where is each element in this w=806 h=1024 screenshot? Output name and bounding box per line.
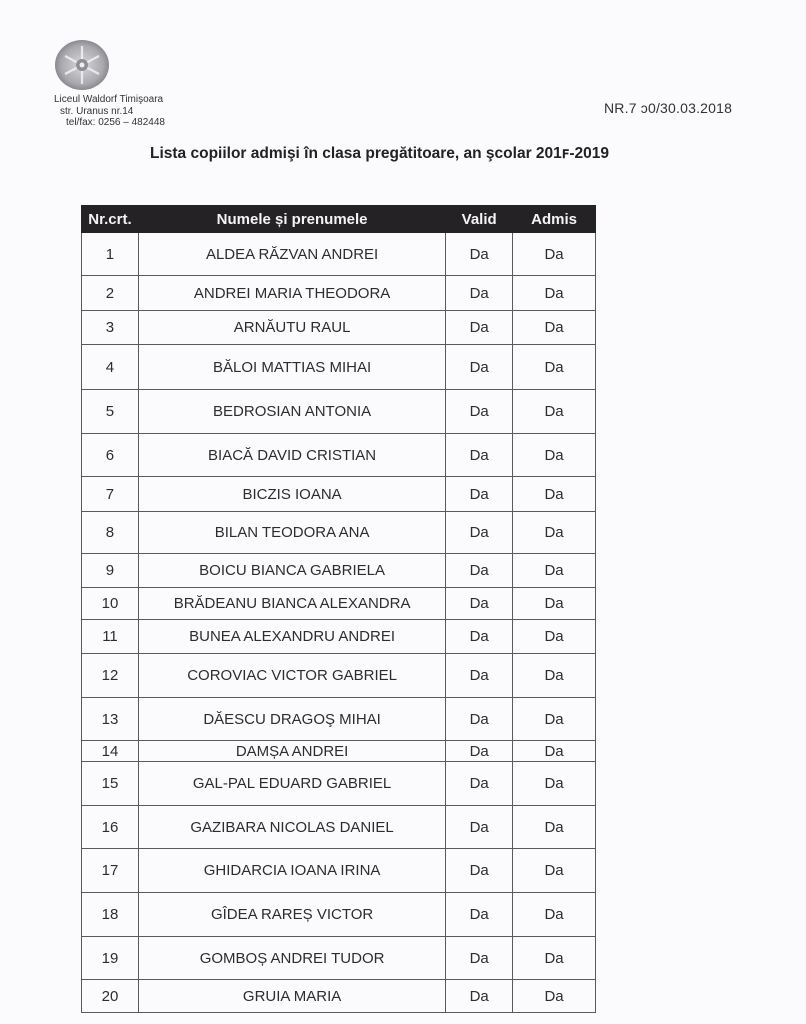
- child-name: BOICU BIANCA GABRIELA: [138, 554, 445, 588]
- child-name: GOMBOȘ ANDREI TUDOR: [138, 937, 445, 980]
- row-number: 5: [82, 390, 139, 434]
- row-number: 17: [82, 849, 139, 893]
- table-row: [82, 937, 596, 980]
- admis-status: Da: [513, 806, 596, 849]
- valid-status: Da: [446, 434, 513, 477]
- child-name: GAL-PAL EDUARD GABRIEL: [138, 762, 445, 806]
- table-row: [82, 233, 596, 276]
- admis-status: Da: [513, 741, 596, 762]
- table-row: [82, 345, 596, 390]
- row-number: 19: [82, 937, 139, 980]
- valid-status: Da: [446, 311, 513, 345]
- admis-status: Da: [513, 512, 596, 554]
- valid-status: Da: [446, 893, 513, 937]
- row-number: 1: [82, 233, 139, 276]
- school-phone: tel/fax: 0256 – 482448: [66, 117, 165, 128]
- valid-status: Da: [446, 390, 513, 434]
- valid-status: Da: [446, 698, 513, 741]
- child-name: DAMȘA ANDREI: [138, 741, 445, 762]
- admis-status: Da: [513, 698, 596, 741]
- row-number: 13: [82, 698, 139, 741]
- valid-status: Da: [446, 806, 513, 849]
- admis-status: Da: [513, 620, 596, 654]
- valid-status: Da: [446, 276, 513, 311]
- table-row: [82, 620, 596, 654]
- table-row: [82, 698, 596, 741]
- table-row: [82, 980, 596, 1013]
- child-name: BILAN TEODORA ANA: [138, 512, 445, 554]
- admis-status: Da: [513, 588, 596, 620]
- table-row: [82, 554, 596, 588]
- child-name: DĂESCU DRAGOŞ MIHAI: [138, 698, 445, 741]
- admis-status: Da: [513, 434, 596, 477]
- table-row: [82, 588, 596, 620]
- row-number: 11: [82, 620, 139, 654]
- row-number: 7: [82, 477, 139, 512]
- child-name: ALDEA RĂZVAN ANDREI: [138, 233, 445, 276]
- row-number: 10: [82, 588, 139, 620]
- table-row: [82, 806, 596, 849]
- child-name: GRUIA MARIA: [138, 980, 445, 1013]
- table-row: [82, 390, 596, 434]
- row-number: 12: [82, 654, 139, 698]
- table-header-row: [82, 206, 596, 233]
- row-number: 6: [82, 434, 139, 477]
- column-header-valid: Valid: [446, 206, 513, 233]
- column-header-admis: Admis: [513, 206, 596, 233]
- table-row: [82, 849, 596, 893]
- valid-status: Da: [446, 654, 513, 698]
- admitted-children-table: [81, 205, 596, 1013]
- admis-status: Da: [513, 345, 596, 390]
- row-number: 9: [82, 554, 139, 588]
- school-emblem-logo: [52, 36, 112, 92]
- valid-status: Da: [446, 849, 513, 893]
- table-row: [82, 741, 596, 762]
- valid-status: Da: [446, 233, 513, 276]
- child-name: COROVIAC VICTOR GABRIEL: [138, 654, 445, 698]
- admis-status: Da: [513, 849, 596, 893]
- valid-status: Da: [446, 980, 513, 1013]
- table-row: [82, 654, 596, 698]
- document-number: NR.7 ͻ0/30.03.2018: [604, 100, 733, 116]
- admis-status: Da: [513, 937, 596, 980]
- row-number: 2: [82, 276, 139, 311]
- valid-status: Da: [446, 588, 513, 620]
- child-name: BICZIS IOANA: [138, 477, 445, 512]
- table-row: [82, 477, 596, 512]
- child-name: BIACĂ DAVID CRISTIAN: [138, 434, 445, 477]
- child-name: BĂLOI MATTIAS MIHAI: [138, 345, 445, 390]
- admis-status: Da: [513, 390, 596, 434]
- column-header-name: Numele și prenumele: [138, 206, 445, 233]
- child-name: BUNEA ALEXANDRU ANDREI: [138, 620, 445, 654]
- admis-status: Da: [513, 233, 596, 276]
- school-name: Liceul Waldorf Timişoara: [54, 94, 164, 105]
- child-name: ANDREI MARIA THEODORA: [138, 276, 445, 311]
- valid-status: Da: [446, 620, 513, 654]
- table-row: [82, 276, 596, 311]
- row-number: 3: [82, 311, 139, 345]
- valid-status: Da: [446, 477, 513, 512]
- row-number: 20: [82, 980, 139, 1013]
- valid-status: Da: [446, 937, 513, 980]
- column-header-nr: Nr.crt.: [82, 206, 139, 233]
- row-number: 4: [82, 345, 139, 390]
- row-number: 18: [82, 893, 139, 937]
- row-number: 8: [82, 512, 139, 554]
- child-name: GHIDARCIA IOANA IRINA: [138, 849, 445, 893]
- document-title: Lista copiilor admişi în clasa pregătitoare, an şcolar 201ꜰ-2019: [150, 145, 610, 162]
- table-row: [82, 893, 596, 937]
- valid-status: Da: [446, 512, 513, 554]
- valid-status: Da: [446, 554, 513, 588]
- admis-status: Da: [513, 893, 596, 937]
- admis-status: Da: [513, 980, 596, 1013]
- valid-status: Da: [446, 345, 513, 390]
- admis-status: Da: [513, 311, 596, 345]
- admis-status: Da: [513, 477, 596, 512]
- child-name: BEDROSIAN ANTONIA: [138, 390, 445, 434]
- admis-status: Da: [513, 554, 596, 588]
- table-row: [82, 311, 596, 345]
- table-row: [82, 762, 596, 806]
- row-number: 14: [82, 741, 139, 762]
- valid-status: Da: [446, 762, 513, 806]
- table-row: [82, 512, 596, 554]
- school-info: [54, 94, 165, 129]
- admis-status: Da: [513, 654, 596, 698]
- table-row: [82, 434, 596, 477]
- admis-status: Da: [513, 762, 596, 806]
- child-name: GAZIBARA NICOLAS DANIEL: [138, 806, 445, 849]
- child-name: ARNĂUTU RAUL: [138, 311, 445, 345]
- valid-status: Da: [446, 741, 513, 762]
- child-name: BRĂDEANU BIANCA ALEXANDRA: [138, 588, 445, 620]
- school-address: str. Uranus nr.14: [60, 105, 134, 117]
- admis-status: Da: [513, 276, 596, 311]
- row-number: 16: [82, 806, 139, 849]
- child-name: GÎDEA RAREȘ VICTOR: [138, 893, 445, 937]
- row-number: 15: [82, 762, 139, 806]
